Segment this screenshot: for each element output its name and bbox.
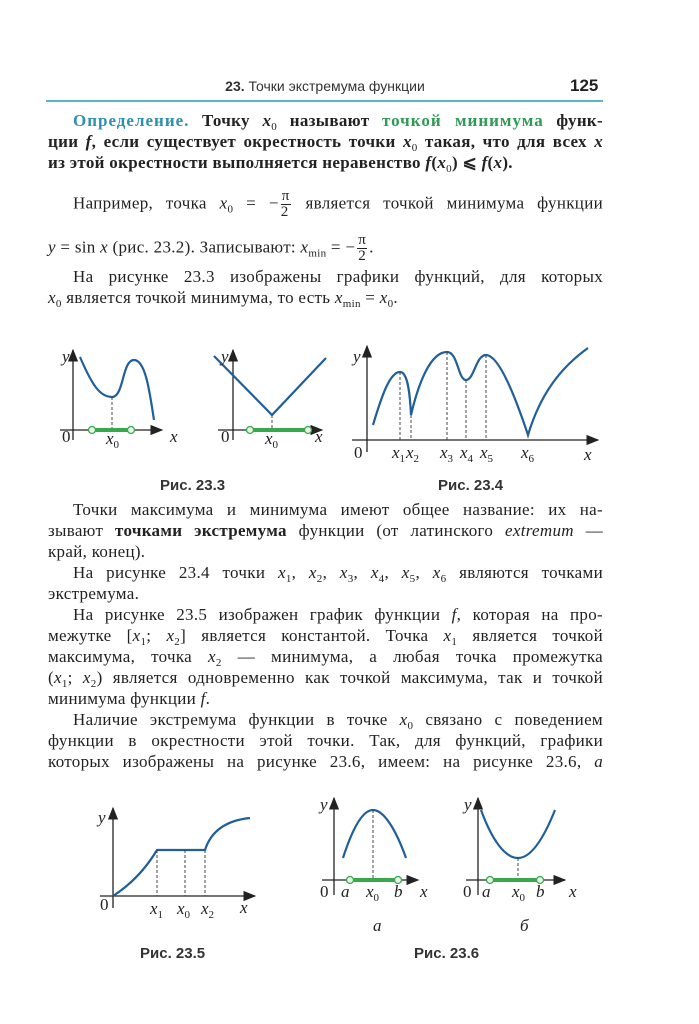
text-segment: x	[370, 563, 379, 582]
text-segment: extremum	[505, 521, 574, 540]
text-segment: ,	[384, 563, 402, 582]
text-segment: x	[132, 626, 141, 645]
interval-endpoint	[247, 427, 254, 434]
x2-label	[405, 443, 419, 465]
text-segment: 1	[140, 636, 147, 648]
text-segment: 3	[347, 573, 354, 585]
x1-label	[149, 899, 163, 921]
text-segment: край, конец).	[48, 542, 146, 561]
text-segment: 2	[215, 657, 222, 669]
text-segment: точками экстремума	[115, 521, 287, 540]
b-label: b	[536, 882, 545, 901]
text-segment: межутке [	[48, 626, 133, 645]
text-segment: x	[53, 668, 62, 687]
function-curve	[80, 357, 154, 420]
x4-label	[459, 443, 474, 465]
x-sub: 1	[399, 453, 406, 465]
section-number: 23.	[225, 78, 245, 94]
text-segment: 0	[271, 121, 278, 133]
x-var: x	[392, 443, 400, 462]
text-segment: ;	[146, 626, 167, 645]
x-label: x	[240, 898, 248, 917]
text-segment: (	[48, 668, 54, 687]
x-label: x	[315, 427, 323, 446]
x0-sub: 0	[519, 892, 526, 904]
text-segment: а	[594, 752, 603, 771]
text-segment: ) ⩽	[451, 153, 482, 172]
text-segment: — минимума, а любая точка промежутка	[221, 647, 603, 666]
x-sub: 3	[447, 453, 454, 465]
x-var: x	[521, 443, 529, 462]
text-segment: f	[425, 153, 432, 172]
text-segment: x	[402, 132, 412, 151]
text-segment: Точку	[189, 111, 263, 130]
b-label: b	[394, 882, 403, 901]
text-segment: которых изображены на рисунке 23.6, имеем: на рисунке 23.6,	[48, 752, 595, 771]
text-segment: x	[401, 563, 410, 582]
text-segment: На рисунке 23.5 изображен график функции	[73, 605, 452, 624]
x0-sub: 0	[184, 909, 191, 921]
x-var: x	[440, 443, 448, 462]
text-segment: x	[262, 111, 272, 130]
text-segment: 0	[227, 203, 234, 216]
x-var: x	[460, 443, 468, 462]
text-segment: ;	[67, 668, 83, 687]
origin-label: 0	[100, 895, 109, 914]
x0-label	[511, 882, 526, 904]
fig-23-3-graph-b	[214, 347, 326, 451]
text-segment: связано с поведением	[413, 710, 603, 729]
text-segment: является точкой минимума, то есть	[61, 288, 335, 307]
text-segment: x	[219, 193, 228, 213]
text-segment: называют	[277, 111, 382, 130]
text-segment: из этой окрестности выполняется неравенство	[48, 153, 426, 172]
text-segment: = −	[326, 237, 356, 257]
x1-label	[391, 443, 405, 465]
text-segment: 1	[285, 573, 292, 585]
text-segment: 0	[407, 720, 414, 732]
x0-var: x	[512, 882, 520, 901]
y-label: y	[353, 347, 361, 366]
x0-sub: 0	[272, 439, 279, 451]
x-sub: 5	[487, 453, 494, 465]
text-segment: min	[342, 298, 361, 310]
x1-var: x	[150, 899, 158, 918]
x-label: x	[569, 882, 577, 901]
origin-label: 0	[221, 427, 230, 446]
text-segment: Точки максимума и минимума имеют общее название: их на-	[73, 500, 603, 519]
text-segment: x	[437, 153, 447, 172]
y-label: y	[62, 347, 70, 366]
text-segment: x	[594, 132, 603, 151]
function-curve	[343, 810, 406, 858]
x0-label	[264, 429, 279, 451]
text-segment: f	[451, 605, 457, 624]
interval-endpoint	[89, 427, 96, 434]
text-segment: , если существует окрестность точки	[91, 132, 403, 151]
text-segment: максимума, точка	[48, 647, 209, 666]
fig-23-6-graph-a	[318, 795, 428, 935]
text-segment: ,	[353, 563, 371, 582]
a-label: a	[341, 882, 350, 901]
figure-caption: Рис. 23.4	[438, 477, 504, 494]
x0-var: x	[177, 899, 185, 918]
text-segment: ,	[415, 563, 433, 582]
x0-label	[176, 899, 191, 921]
point-labels	[391, 443, 535, 465]
text-segment: 4	[378, 573, 385, 585]
figure-caption: Рис. 23.3	[160, 477, 226, 494]
x0-label	[365, 882, 380, 904]
text-segment: f	[481, 153, 488, 172]
fraction-denominator: 2	[280, 204, 289, 220]
text-segment: x	[308, 563, 317, 582]
text-segment: Наличие экстремума функции в точке	[73, 710, 400, 729]
subfigure-label-a: а	[373, 916, 382, 935]
interval-endpoint	[305, 427, 312, 434]
fraction-denominator: 2	[358, 248, 367, 264]
figure-23-5	[96, 808, 255, 962]
subfigure-label-b: б	[520, 916, 529, 935]
x0-sub: 0	[373, 892, 380, 904]
x-sub: 6	[528, 453, 535, 465]
text-segment: x	[48, 288, 56, 307]
text-segment: являются точками	[446, 563, 603, 582]
x0-label	[105, 429, 120, 451]
x-label: x	[584, 445, 592, 464]
figure-23-6	[318, 795, 577, 962]
text-segment: функции в окрестности этой точки. Так, для функций, графики	[48, 731, 603, 750]
text-segment: является точкой	[457, 626, 603, 645]
text-segment: x	[432, 563, 441, 582]
text-segment: такая, что для всех	[417, 132, 595, 151]
text-segment: (рис. 23.2). Записывают:	[108, 237, 301, 257]
y-label: y	[221, 347, 229, 366]
text-segment: x	[100, 237, 108, 257]
definition-label: Определение.	[73, 111, 190, 130]
x-var: x	[406, 443, 414, 462]
text-segment: На рисунке 23.3 изображены графики функций, для которых	[73, 267, 603, 286]
x1-sub: 1	[157, 909, 164, 921]
function-curve	[481, 810, 555, 858]
text-segment: x	[443, 626, 452, 645]
text-segment: .	[369, 237, 374, 257]
page-number: 125	[570, 76, 599, 95]
text-segment: ).	[502, 153, 513, 172]
text-segment: ции	[48, 132, 86, 151]
text-segment: .	[205, 689, 211, 708]
text-segment: ,	[291, 563, 309, 582]
text-segment: f	[200, 689, 206, 708]
text-segment: =	[360, 288, 380, 307]
x-label: x	[420, 882, 428, 901]
fig-23-3-graph-a	[60, 347, 178, 451]
text-segment: 5	[409, 573, 416, 585]
x2-sub: 2	[208, 909, 215, 921]
text-segment: 0	[446, 163, 452, 175]
text-segment: f	[85, 132, 92, 151]
section-title-text: Точки экстремума функции	[248, 78, 425, 94]
text-segment: ) является одновременно как точкой максимума, так и точкой	[96, 668, 603, 687]
text-segment: 1	[451, 636, 458, 648]
text-segment: x	[166, 626, 175, 645]
defined-term: точкой минимума	[381, 111, 544, 130]
y-label: y	[98, 808, 106, 827]
x-sub: 2	[413, 453, 420, 465]
text-segment: Например, точка	[73, 193, 220, 213]
x0-sub: 0	[113, 439, 120, 451]
x5-label	[479, 443, 494, 465]
text-segment: x	[300, 237, 309, 257]
origin-label: 0	[320, 882, 329, 901]
fraction-numerator: π	[358, 232, 367, 248]
text-segment: ,	[322, 563, 340, 582]
text-segment: min	[308, 247, 327, 260]
interval-endpoint	[128, 427, 135, 434]
text-segment: функ-	[543, 111, 603, 130]
text-segment: (	[431, 153, 438, 172]
text-segment: функции (от латинского	[286, 521, 506, 540]
text-segment: 2	[316, 573, 323, 585]
text-segment: = −	[233, 193, 279, 213]
origin-label: 0	[354, 443, 363, 462]
origin-label: 0	[463, 882, 472, 901]
text-segment: 0	[55, 298, 62, 310]
function-curve	[373, 348, 588, 435]
figure-caption: Рис. 23.5	[140, 945, 206, 962]
figure-caption: Рис. 23.6	[414, 945, 480, 962]
text-segment: x	[208, 647, 216, 666]
fraction-numerator: π	[281, 188, 290, 204]
text-segment: 1	[61, 678, 68, 690]
text-segment: x	[334, 288, 343, 307]
text-segment: экстремума.	[48, 584, 140, 603]
fig-23-6-graph-b	[462, 795, 577, 935]
x0-var: x	[265, 429, 273, 448]
text-segment: x	[379, 288, 388, 307]
x-label: x	[170, 427, 178, 446]
text-segment: 0	[387, 298, 394, 310]
text-segment: x	[493, 153, 503, 172]
x-var: x	[480, 443, 488, 462]
text-segment: = sin	[55, 237, 101, 257]
function-curve	[113, 818, 250, 896]
text-segment: (	[487, 153, 494, 172]
text-segment: 6	[440, 573, 447, 585]
x2-var: x	[201, 899, 209, 918]
x6-label	[520, 443, 535, 465]
text-segment: ] является константой. Точка	[180, 626, 444, 645]
x0-var: x	[106, 429, 114, 448]
text-segment: зывают	[48, 521, 116, 540]
text-segment: , которая на про-	[456, 605, 603, 624]
text-segment: 2	[90, 678, 97, 690]
text-segment: На рисунке 23.4 точки	[73, 563, 278, 582]
x2-label	[200, 899, 214, 921]
x-sub: 4	[467, 453, 474, 465]
text-segment: y	[48, 237, 56, 257]
text-segment: x	[277, 563, 286, 582]
text-segment: 0	[411, 142, 418, 154]
figure-23-3	[60, 347, 326, 494]
y-label: y	[464, 795, 472, 814]
text-segment: —	[573, 521, 603, 540]
function-curve	[214, 356, 326, 415]
a-label: a	[482, 882, 491, 901]
text-segment: является точкой минимума функции	[292, 193, 603, 213]
x0-var: x	[366, 882, 374, 901]
x3-label	[439, 443, 454, 465]
text-segment: x	[82, 668, 91, 687]
text-segment: x	[339, 563, 348, 582]
figure-23-4	[351, 346, 598, 494]
origin-label: 0	[62, 427, 71, 446]
text-segment: 2	[174, 636, 181, 648]
text-segment: минимума функции	[48, 689, 201, 708]
text-segment: .	[393, 288, 398, 307]
y-label: y	[320, 795, 328, 814]
text-segment: x	[399, 710, 408, 729]
